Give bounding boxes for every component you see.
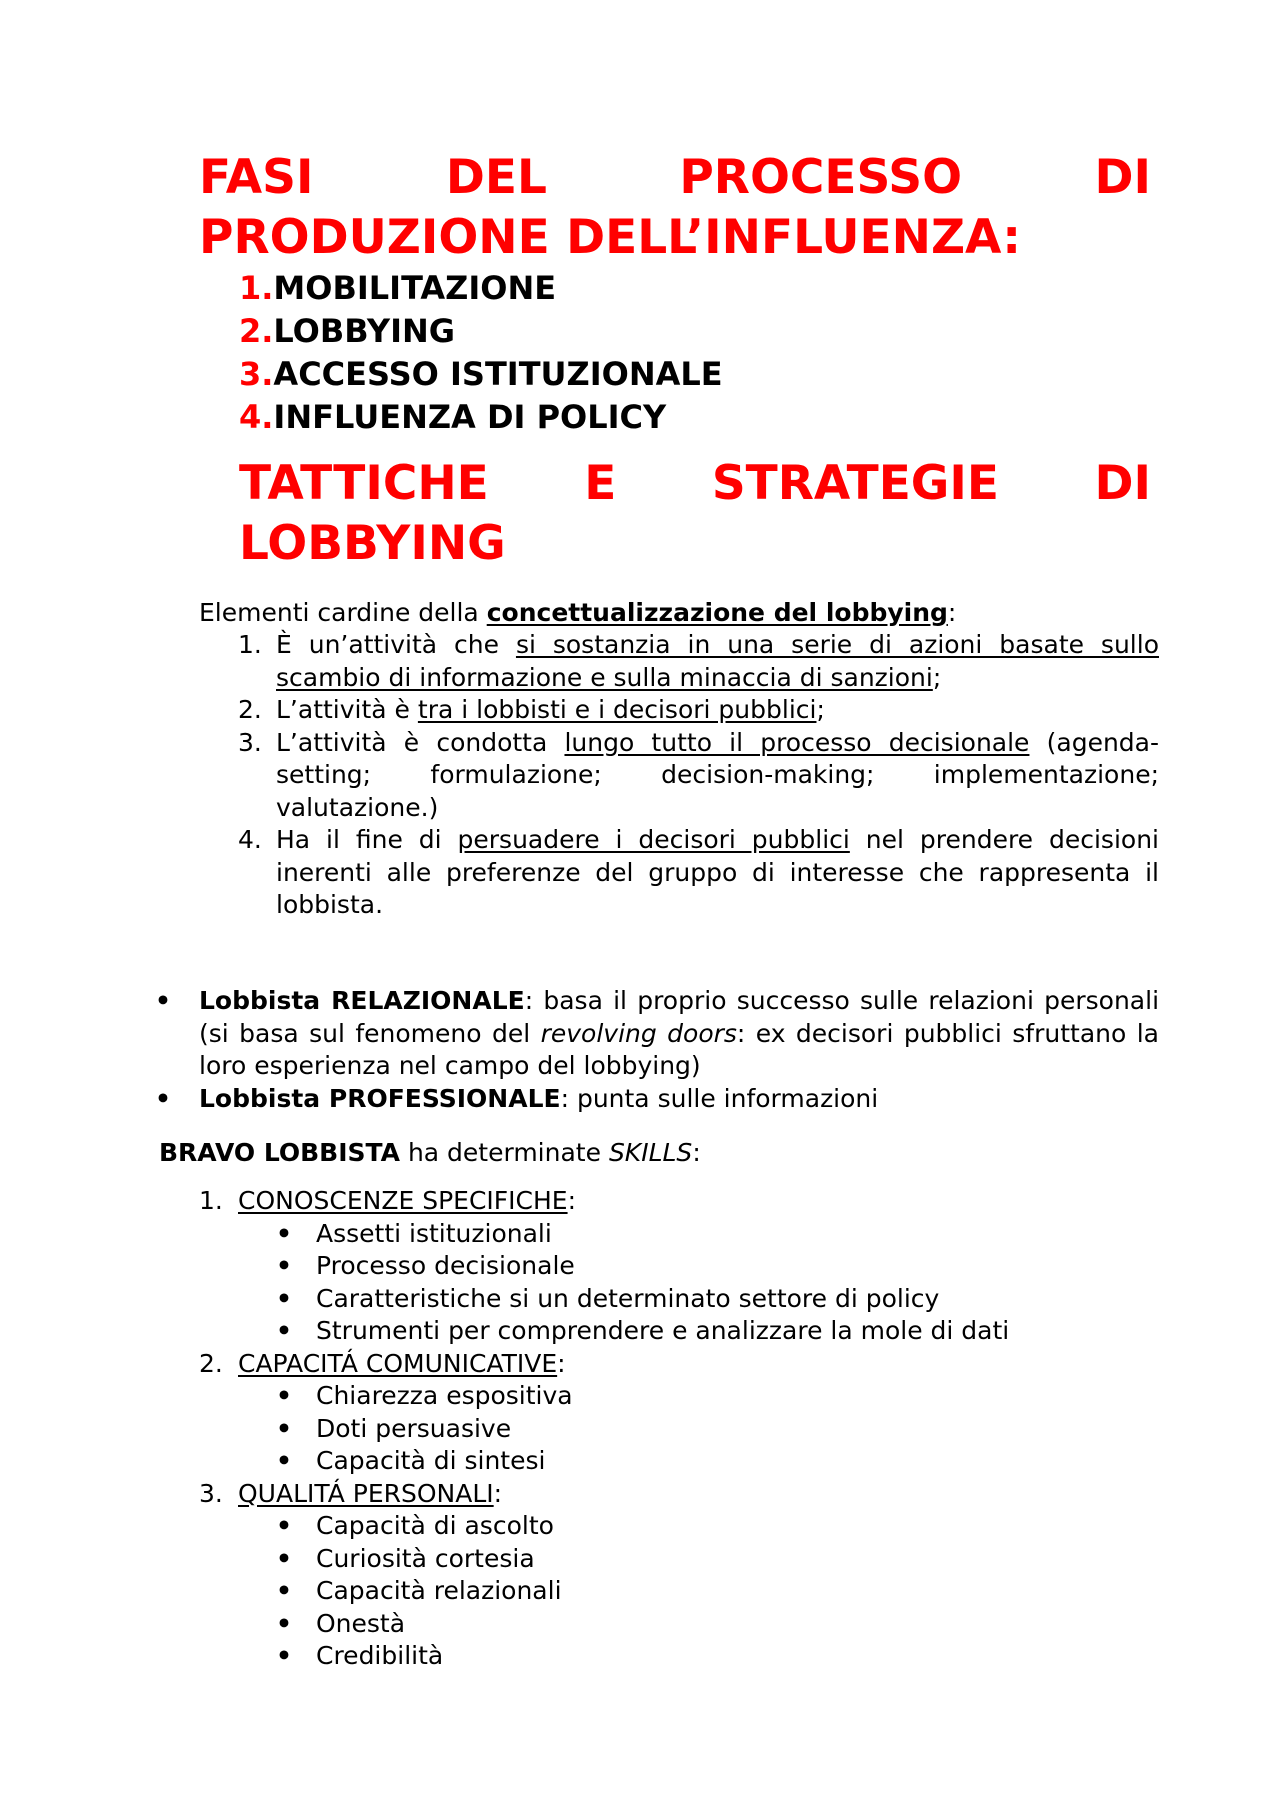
- list-item: • Chiarezza espositiva: [238, 1380, 1099, 1413]
- bullet-icon: •: [276, 1608, 292, 1638]
- list-item: • Strumenti per comprendere e analizzare la mole di dati: [238, 1315, 1099, 1348]
- list-item: • Capacità relazionali: [238, 1575, 1099, 1608]
- bullet-icon: •: [276, 1543, 292, 1573]
- heading-word: TATTICHE: [239, 456, 489, 511]
- heading-phases-line2: PRODUZIONE DELL’INFLUENZA:: [199, 210, 1022, 265]
- bullet-icon: •: [155, 986, 171, 1015]
- heading-tactics-line1: [239, 454, 1151, 514]
- list-item: 4. Ha il fine di persuadere i decisori pubblici nel prendere decisioni inerenti alle preferenze del gruppo di interesse che rappresenta il lobbista.: [238, 825, 1159, 919]
- bullet-icon: •: [276, 1316, 292, 1345]
- heading-word: PROCESSO: [679, 150, 963, 205]
- list-item: 2. L’attività è tra i lobbisti e i decisori pubblici;: [238, 695, 825, 724]
- heading-phases-line1: [199, 148, 1151, 208]
- bullet-icon: •: [276, 1381, 292, 1410]
- bullet-icon: •: [276, 1251, 292, 1280]
- list-item: 4.INFLUENZA DI POLICY: [239, 398, 667, 436]
- bullet-icon: •: [276, 1218, 292, 1248]
- bullet-icon: •: [276, 1413, 292, 1443]
- heading-tactics-line2: LOBBYING: [239, 516, 506, 571]
- list-item: • Lobbista PROFESSIONALE: punta sulle informazioni: [155, 1083, 1159, 1116]
- bullet-icon: •: [276, 1641, 292, 1670]
- list-item: • Lobbista RELAZIONALE: basa il proprio successo sulle relazioni personali (si basa sul fenomeno del revolving doors: ex decisori pubblici sfruttano la loro esperienza nel campo del lobbying): [155, 986, 1160, 1080]
- list-item: 2.LOBBYING: [239, 312, 456, 350]
- skill-category: 2. CAPACITÁ COMUNICATIVE: • Chiarezza espositiva • Doti persuasive • Capacità di sintesi: [199, 1348, 1099, 1478]
- intro-paragraph: Elementi cardine della concettualizzazione del lobbying:: [199, 598, 957, 627]
- list-item: 3.ACCESSO ISTITUZIONALE: [239, 355, 723, 393]
- list-item: • Curiosità cortesia: [238, 1543, 1099, 1576]
- skill-items: [238, 1380, 1099, 1478]
- heading-tactics: [239, 454, 1151, 574]
- bullet-icon: •: [276, 1446, 292, 1475]
- heading-word: DEL: [445, 150, 547, 205]
- skills-list: [199, 1185, 1099, 1673]
- list-item: • Onestà: [238, 1608, 1099, 1641]
- phases-list: [239, 267, 723, 439]
- heading-word: DI: [1094, 150, 1151, 205]
- heading-word: E: [584, 456, 617, 511]
- list-item: • Assetti istituzionali: [238, 1218, 1099, 1251]
- skills-intro: BRAVO LOBBISTA ha determinate SKILLS:: [159, 1138, 701, 1167]
- elements-list: [199, 629, 1159, 922]
- list-item: 1. È un’attività che si sostanzia in una serie di azioni basate sullo scambio di informazione e sulla minaccia di sanzioni;: [238, 630, 1159, 692]
- bullet-icon: •: [155, 1083, 171, 1113]
- list-item: 3. L’attività è condotta lungo tutto il processo decisionale (agenda-setting; formulazione; decision-making; implementazione; valutazione.): [238, 727, 1159, 822]
- list-item: • Doti persuasive: [238, 1413, 1099, 1446]
- heading-word: DI: [1094, 456, 1151, 511]
- heading-phases: [199, 148, 1151, 268]
- list-item: • Caratteristiche si un determinato settore di policy: [238, 1283, 1099, 1316]
- bullet-icon: •: [276, 1283, 292, 1313]
- lobbyist-types-list: [155, 985, 1159, 1115]
- skill-category: 1. CONOSCENZE SPECIFICHE: • Assetti istituzionali • Processo decisionale • Caratteristiche si un determinato settore di policy • Strumenti per comprendere e analizzare la mole di dati: [199, 1185, 1099, 1348]
- list-item: • Capacità di sintesi: [238, 1445, 1099, 1478]
- skill-category: 3. QUALITÁ PERSONALI: • Capacità di ascolto • Curiosità cortesia • Capacità relazionali • Onestà • Credibilità: [199, 1478, 1099, 1673]
- list-item: 1.MOBILITAZIONE: [239, 269, 557, 307]
- skill-items: [238, 1218, 1099, 1348]
- heading-word: FASI: [199, 150, 314, 205]
- bullet-icon: •: [276, 1576, 292, 1605]
- list-item: • Credibilità: [238, 1640, 1099, 1673]
- list-item: • Processo decisionale: [238, 1250, 1099, 1283]
- bullet-icon: •: [276, 1511, 292, 1540]
- heading-word: STRATEGIE: [711, 456, 999, 511]
- skill-items: [238, 1510, 1099, 1673]
- list-item: • Capacità di ascolto: [238, 1510, 1099, 1543]
